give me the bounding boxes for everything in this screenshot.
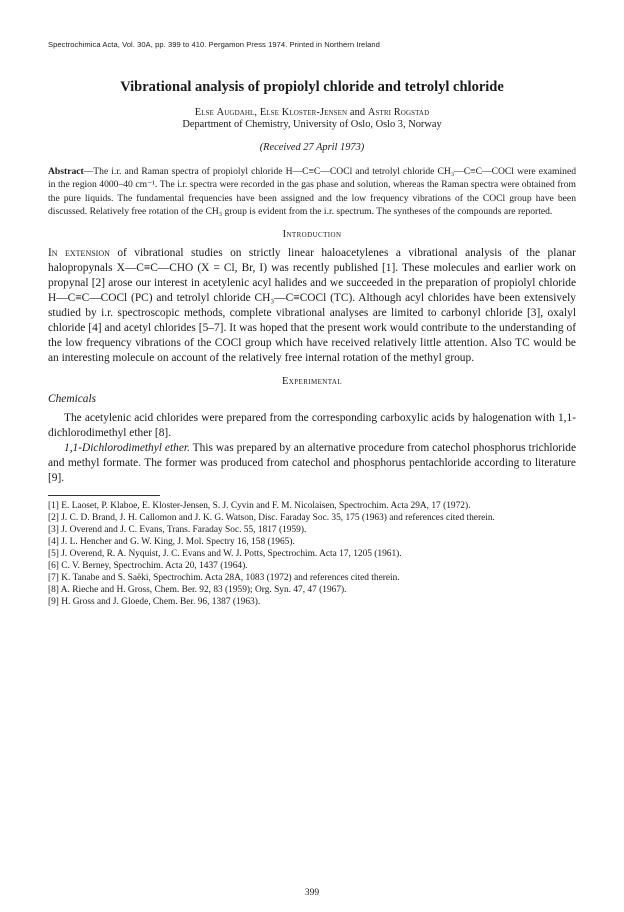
author-first-name: Else xyxy=(194,107,214,118)
article-title: Vibrational analysis of propiolyl chloride and tetrolyl chloride xyxy=(120,79,504,95)
footnote-rule xyxy=(48,495,160,496)
running-head: Spectrochimica Acta, Vol. 30A, pp. 399 to 410. Pergamon Press 1974. Printed in Northern Ireland xyxy=(48,40,380,49)
page-number: 399 xyxy=(304,888,320,898)
author-last-name: Rogstad xyxy=(393,107,430,118)
reference-item: [3] J. Overend and J. C. Evans, Trans. Faraday Soc. 55, 1817 (1959). xyxy=(48,524,307,535)
reference-item: [2] J. C. D. Brand, J. H. Callomon and J. K. G. Watson, Disc. Faraday Soc. 35, 175 (1963) and references cited therein. xyxy=(48,512,495,523)
author-conjunction: and xyxy=(349,107,366,118)
author-last-name: Kloster-Jensen xyxy=(281,107,348,118)
paragraph-lead: 1,1-Dichlorodimethyl ether. xyxy=(64,441,190,454)
section-heading-introduction: Introduction xyxy=(282,228,342,240)
author-last-name: Augdahl, xyxy=(216,107,258,118)
introduction-text: of vibrational studies on strictly linear haloacetylenes a vibrational analysis of the planar halopropynals X—C≡C—CHO (X = Cl, Br, I) was recently published [1]. These molecules and earlier work on propynal [2] arose our interest in acetylenic acyl halides and we succeeded in the preparation of propiolyl chloride H—C≡C—COCl (PC) and tetrolyl chloride CH₃—C≡COCl (TC). Although acyl chlorides have been extensively studied by i.r. spectroscopic methods, complete vibrational analyses are limited to carbonyl chloride [3], oxalyl chloride [4] and acetyl chlorides [5–7]. It was hoped that the present work would contribute to the understanding of the low frequency vibrations of the COCl group which have received relatively little attention. Also TC would be an interesting molecule on account of the relatively free internal rotation of the methyl group. xyxy=(48,246,576,364)
author-line xyxy=(48,107,576,118)
received-date: (Received 27 April 1973) xyxy=(259,142,365,153)
reference-item: [7] K. Tanabe and S. Saëki, Spectrochim. Acta 28A, 1083 (1972) and references cited therein. xyxy=(48,573,400,584)
introduction-paragraph xyxy=(48,246,576,366)
abstract xyxy=(48,165,576,219)
abstract-text: —The i.r. and Raman spectra of propiolyl chloride H—C≡C—COCl and tetrolyl chloride CH₃—C≡C—COCl were examined in the region 4000–40 cm⁻¹. The i.r. spectra were recorded in the gas phase and solution, whereas the Raman spectra were obtained from the pure liquids. The fundamental frequencies have been assigned and the low frequency vibrations of the COCl group have been discussed. Relatively free rotation of the CH₃ group is evident from the i.r. spectrum. The syntheses of the compounds are reported. xyxy=(48,166,576,218)
reference-item: [9] H. Gross and J. Gloede, Chem. Ber. 96, 1387 (1963). xyxy=(48,597,261,608)
subheading-chemicals: Chemicals xyxy=(48,392,97,405)
author-first-name: Else xyxy=(259,107,280,118)
paper-page xyxy=(48,36,576,898)
reference-item: [5] J. Overend, R. A. Nyquist, J. C. Evans and W. J. Potts, Spectrochim. Acta 17, 1205 (1961). xyxy=(48,549,402,559)
reference-item: [1] E. Laoset, P. Klaboe, E. Kloster-Jensen, S. J. Cyvin and F. M. Nicolaisen, Spectrochim. Acta 29A, 17 (1972). xyxy=(48,500,471,511)
affiliation: Department of Chemistry, University of Oslo, Oslo 3, Norway xyxy=(182,119,442,130)
paragraph-text: This was prepared by an alternative procedure from catechol phosphorus trichloride and methyl formate. The former was produced from catechol and phosphorus pentachloride according to literature [9]. xyxy=(48,441,576,484)
reference-item: [8] A. Rieche and H. Gross, Chem. Ber. 92, 83 (1959); Org. Syn. 47, 47 (1967). xyxy=(48,585,347,596)
reference-list xyxy=(48,500,576,609)
author-first-name: Astri xyxy=(367,107,392,118)
experimental-paragraph xyxy=(48,441,576,486)
experimental-paragraph: The acetylenic acid chlorides were prepared from the corresponding carboxylic acids by halogenation with 1,1-dichlorodimethyl ether [8]. xyxy=(48,411,576,439)
reference-item: [4] J. L. Hencher and G. W. King, J. Mol. Spectry 16, 158 (1965). xyxy=(48,536,295,547)
introduction-lead: In extension xyxy=(48,246,110,259)
section-heading-experimental: Experimental xyxy=(281,375,343,387)
reference-item: [6] C. V. Berney, Spectrochim. Acta 20, 1437 (1964). xyxy=(48,561,248,572)
abstract-label: Abstract xyxy=(48,166,84,177)
